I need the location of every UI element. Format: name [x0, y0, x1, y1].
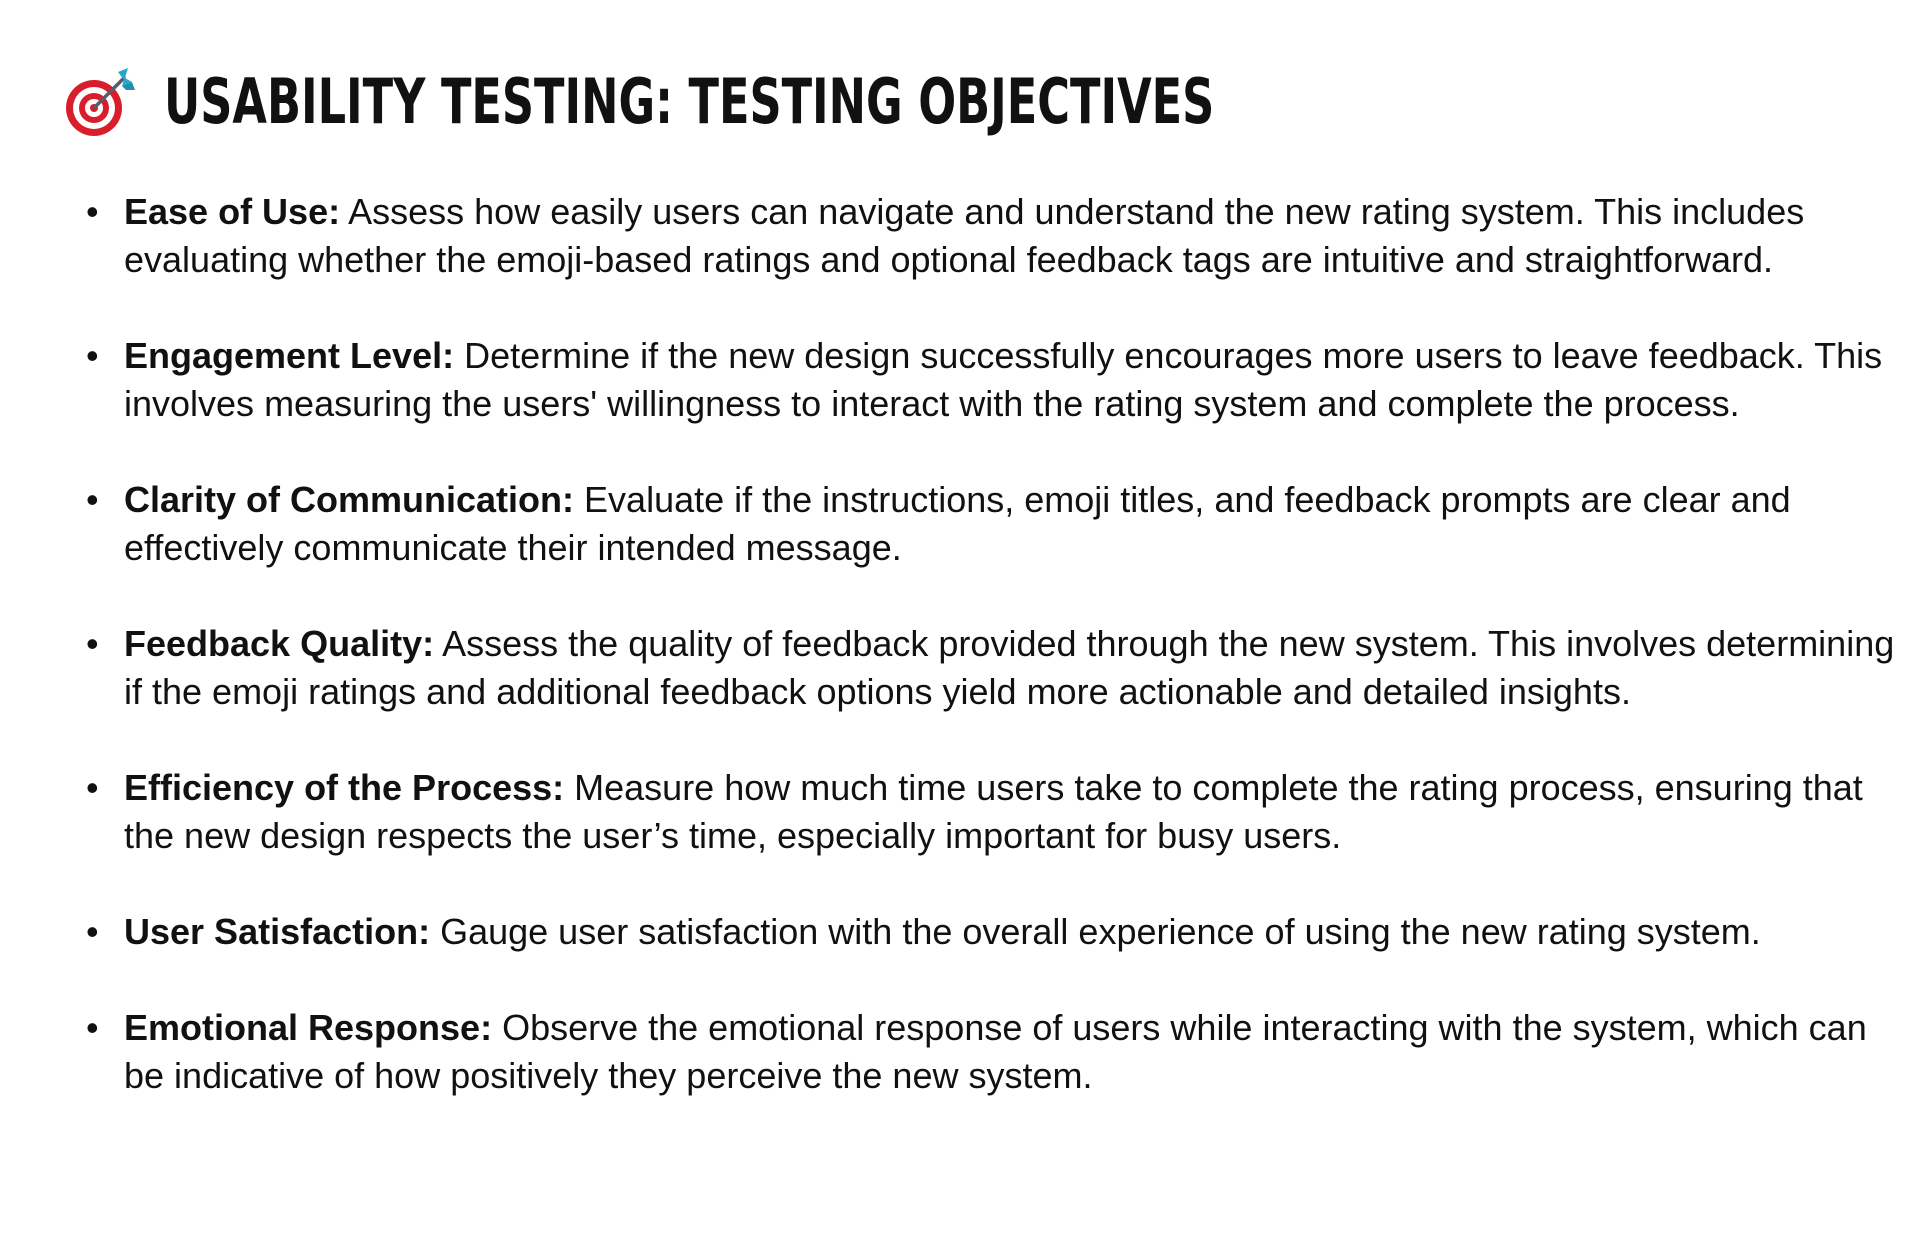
objective-description: Gauge user satisfaction with the overall experience of using the new rating system.: [430, 911, 1761, 952]
bullet: •: [86, 623, 99, 664]
bullet: •: [86, 191, 99, 232]
page-title: USABILITY TESTING: TESTING OBJECTIVES: [164, 65, 1215, 138]
objective-description: Measure how much time users take to complete the rating process, ensuring that the new design respects the user’s time, especially important for busy users.: [124, 767, 1863, 856]
bullet: •: [86, 911, 99, 952]
objective-term: Engagement Level:: [124, 335, 455, 376]
objective-term: Clarity of Communication:: [124, 479, 575, 520]
objective-term: Efficiency of the Process:: [124, 767, 565, 808]
list-item: [86, 1004, 1896, 1100]
bullet: •: [86, 767, 99, 808]
objective-description: Determine if the new design successfully encourages more users to leave feedback. This involves measuring the users' willingness to interact with the rating system and complete the process.: [124, 335, 1883, 424]
objectives-list: [86, 188, 1896, 1148]
list-item: [86, 476, 1896, 572]
list-item: [86, 620, 1896, 716]
objective-description: Observe the emotional response of users while interacting with the system, which can be indicative of how positively they perceive the new system.: [124, 1007, 1867, 1096]
list-item: [86, 188, 1896, 284]
slide-header: [62, 62, 1623, 142]
bullet: •: [86, 1007, 99, 1048]
objective-description: Evaluate if the instructions, emoji titles, and feedback prompts are clear and effectively communicate their intended message.: [124, 479, 1791, 568]
list-item: [86, 908, 1896, 956]
list-item: [86, 332, 1896, 428]
list-item: [86, 764, 1896, 860]
objective-term: Emotional Response:: [124, 1007, 493, 1048]
objective-description: Assess the quality of feedback provided through the new system. This involves determining if the emoji ratings and additional feedback options yield more actionable and detailed insights.: [124, 623, 1895, 712]
objective-term: User Satisfaction:: [124, 911, 431, 952]
bullet: •: [86, 335, 99, 376]
objective-term: Ease of Use:: [124, 191, 341, 232]
bullet: •: [86, 479, 99, 520]
target-dart-icon: [62, 64, 138, 140]
objective-description: Assess how easily users can navigate and understand the new rating system. This includes evaluating whether the emoji-based ratings and optional feedback tags are intuitive and straightforward.: [124, 191, 1805, 280]
objective-term: Feedback Quality:: [124, 623, 435, 664]
